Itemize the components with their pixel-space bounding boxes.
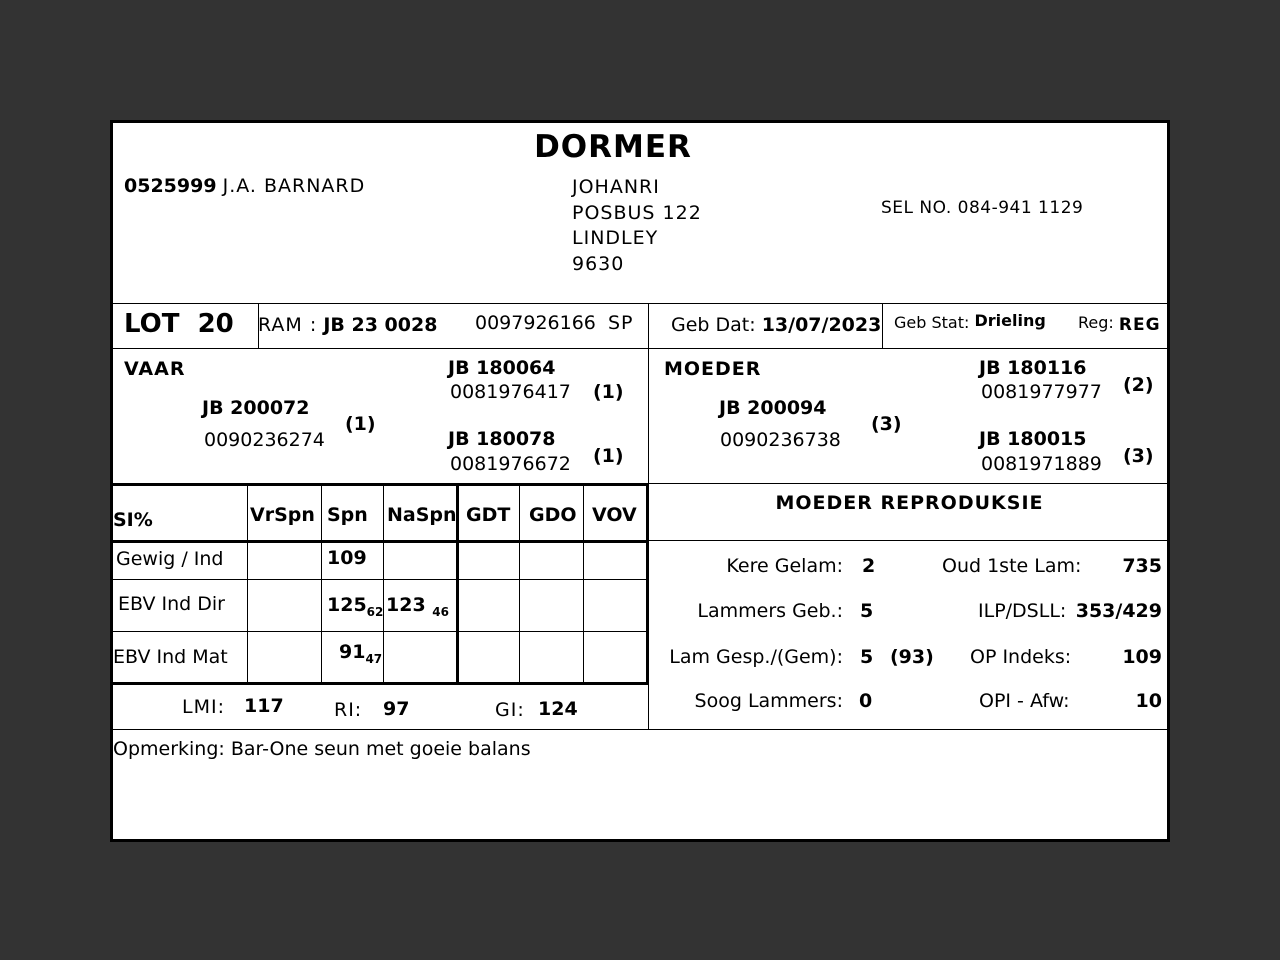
ilp-value: 353/429 <box>1075 600 1162 622</box>
table-col-border <box>247 483 248 683</box>
address-block <box>572 175 702 277</box>
dam-sire-id: JB 180116 <box>979 357 1087 379</box>
sire-dam-number: 0081976672 <box>450 453 571 475</box>
address-line: JOHANRI <box>572 176 660 198</box>
sire-sire-number: 0081976417 <box>450 381 571 403</box>
row-label-gewig: Gewig / Ind <box>116 548 224 570</box>
address-line: LINDLEY <box>572 227 659 249</box>
divider <box>113 303 1170 304</box>
reg-block <box>1078 313 1161 333</box>
dam-dam-code: (3) <box>1123 445 1154 467</box>
repro-title: MOEDER REPRODUKSIE <box>775 492 1044 514</box>
cell-gewig-spn <box>327 547 367 572</box>
sire-id: JB 200072 <box>202 397 310 419</box>
col-header-vrspn: VrSpn <box>250 504 315 526</box>
table-col-border <box>383 483 384 683</box>
lot-label <box>124 309 234 339</box>
cell-value: 91 <box>339 641 366 663</box>
breeder-name: J.A. BARNARD <box>222 175 366 197</box>
lam-gesp-value: 5 <box>860 646 874 668</box>
address-line: POSBUS 122 <box>572 201 702 224</box>
sire-number: 0090236274 <box>204 429 325 451</box>
sire-dam-code: (1) <box>593 445 624 467</box>
cell-value: 123 <box>386 594 426 616</box>
soog-lammers-label: Soog Lammers: <box>694 690 843 712</box>
row-label-ebv-dir: EBV Ind Dir <box>118 593 225 615</box>
lmi-value: 117 <box>244 695 284 717</box>
oud-lam-value: 735 <box>1122 555 1162 577</box>
ram-reg-number: 0097926166 <box>475 312 596 334</box>
table-col-border <box>519 483 520 683</box>
dam-dam-id: JB 180015 <box>979 428 1087 450</box>
opi-afw-label: OPI - Afw: <box>979 690 1070 712</box>
divider <box>649 540 1170 541</box>
col-header-gdt: GDT <box>466 504 511 526</box>
table-col-border <box>321 483 322 683</box>
table-bottom-border <box>113 682 649 685</box>
op-indeks-label: OP Indeks: <box>970 646 1072 668</box>
table-header-border <box>113 540 649 543</box>
birth-status-block <box>894 313 1046 332</box>
ram-id: JB 23 0028 <box>323 314 438 336</box>
lammers-geb-label: Lammers Geb.: <box>697 600 843 622</box>
ram-reg-block <box>475 312 634 334</box>
cell-value: 125 <box>327 594 367 616</box>
remark-label: Opmerking: <box>113 738 225 760</box>
cell-sub: 46 <box>432 605 449 619</box>
col-header-spn: Spn <box>327 504 368 526</box>
divider <box>113 348 1170 349</box>
row-label-ebv-mat: EBV Ind Mat <box>113 646 228 668</box>
cell-sub: 47 <box>365 652 383 666</box>
divider <box>882 303 883 348</box>
dam-code: (3) <box>871 413 902 435</box>
address-line: 9630 <box>572 252 625 275</box>
dam-id: JB 200094 <box>719 397 827 419</box>
table-row-border <box>113 579 649 580</box>
opi-afw-value: 10 <box>1135 690 1162 712</box>
cell-ebv-dir-naspn <box>386 594 449 619</box>
sire-sire-code: (1) <box>593 381 624 403</box>
cell-ebv-dir-spn <box>327 594 383 619</box>
reg-status: REG <box>1118 315 1161 335</box>
gi-label: GI: <box>495 699 525 721</box>
sire-sire-id: JB 180064 <box>448 357 556 379</box>
dam-sire-number: 0081977977 <box>981 381 1102 403</box>
dam-number: 0090236738 <box>720 429 841 451</box>
ram-block <box>258 314 437 336</box>
birth-date-block <box>671 314 881 336</box>
dam-label: MOEDER <box>664 358 762 380</box>
lot-number: 20 <box>197 309 234 339</box>
ilp-label: ILP/DSLL: <box>978 600 1067 622</box>
sire-label: VAAR <box>124 358 186 380</box>
sire-code: (1) <box>345 413 376 435</box>
lam-gesp-gem-value: (93) <box>890 646 934 668</box>
birth-status: Drieling <box>974 311 1046 330</box>
cell-sub: 62 <box>366 605 384 619</box>
lmi-label: LMI: <box>182 696 225 718</box>
phone-number: SEL NO. 084-941 1129 <box>881 198 1084 218</box>
gi-value: 124 <box>538 698 578 720</box>
kere-gelam-label: Kere Gelam: <box>726 555 843 577</box>
op-indeks-value: 109 <box>1122 646 1162 668</box>
ram-label: RAM : <box>258 314 318 336</box>
kere-gelam-value: 2 <box>862 555 876 577</box>
col-header-vov: VOV <box>592 504 637 526</box>
remark-text: Bar-One seun met goeie balans <box>230 738 531 760</box>
breeder-number: 0525999 <box>124 175 217 197</box>
col-header-si: SI% <box>113 509 153 531</box>
dam-dam-number: 0081971889 <box>981 453 1102 475</box>
breed-title: DORMER <box>534 129 692 165</box>
ri-label: RI: <box>334 699 363 721</box>
cell-ebv-mat-spn <box>339 641 382 666</box>
table-col-border <box>583 483 584 683</box>
cell-value: 109 <box>327 547 367 569</box>
divider <box>113 729 1170 730</box>
ram-grade: SP <box>607 312 634 334</box>
lammers-geb-value: 5 <box>860 600 874 622</box>
birth-date-label: Geb Dat: <box>671 314 756 336</box>
ri-value: 97 <box>383 698 410 720</box>
breeder-line <box>124 175 365 197</box>
reg-label: Reg: <box>1078 313 1114 332</box>
lam-gesp-label: Lam Gesp./(Gem): <box>669 646 843 668</box>
lot-label-text: LOT <box>124 309 180 339</box>
remark <box>113 738 531 760</box>
sire-dam-id: JB 180078 <box>448 428 556 450</box>
dam-sire-code: (2) <box>1123 374 1154 396</box>
table-top-border <box>113 483 649 486</box>
birth-date: 13/07/2023 <box>761 314 882 336</box>
col-header-gdo: GDO <box>529 504 577 526</box>
birth-status-label: Geb Stat: <box>894 313 970 332</box>
col-header-naspn: NaSpn <box>387 504 457 526</box>
soog-lammers-value: 0 <box>859 690 873 712</box>
table-row-border <box>113 631 649 632</box>
oud-lam-label: Oud 1ste Lam: <box>942 555 1082 577</box>
lot-card <box>110 120 1170 842</box>
